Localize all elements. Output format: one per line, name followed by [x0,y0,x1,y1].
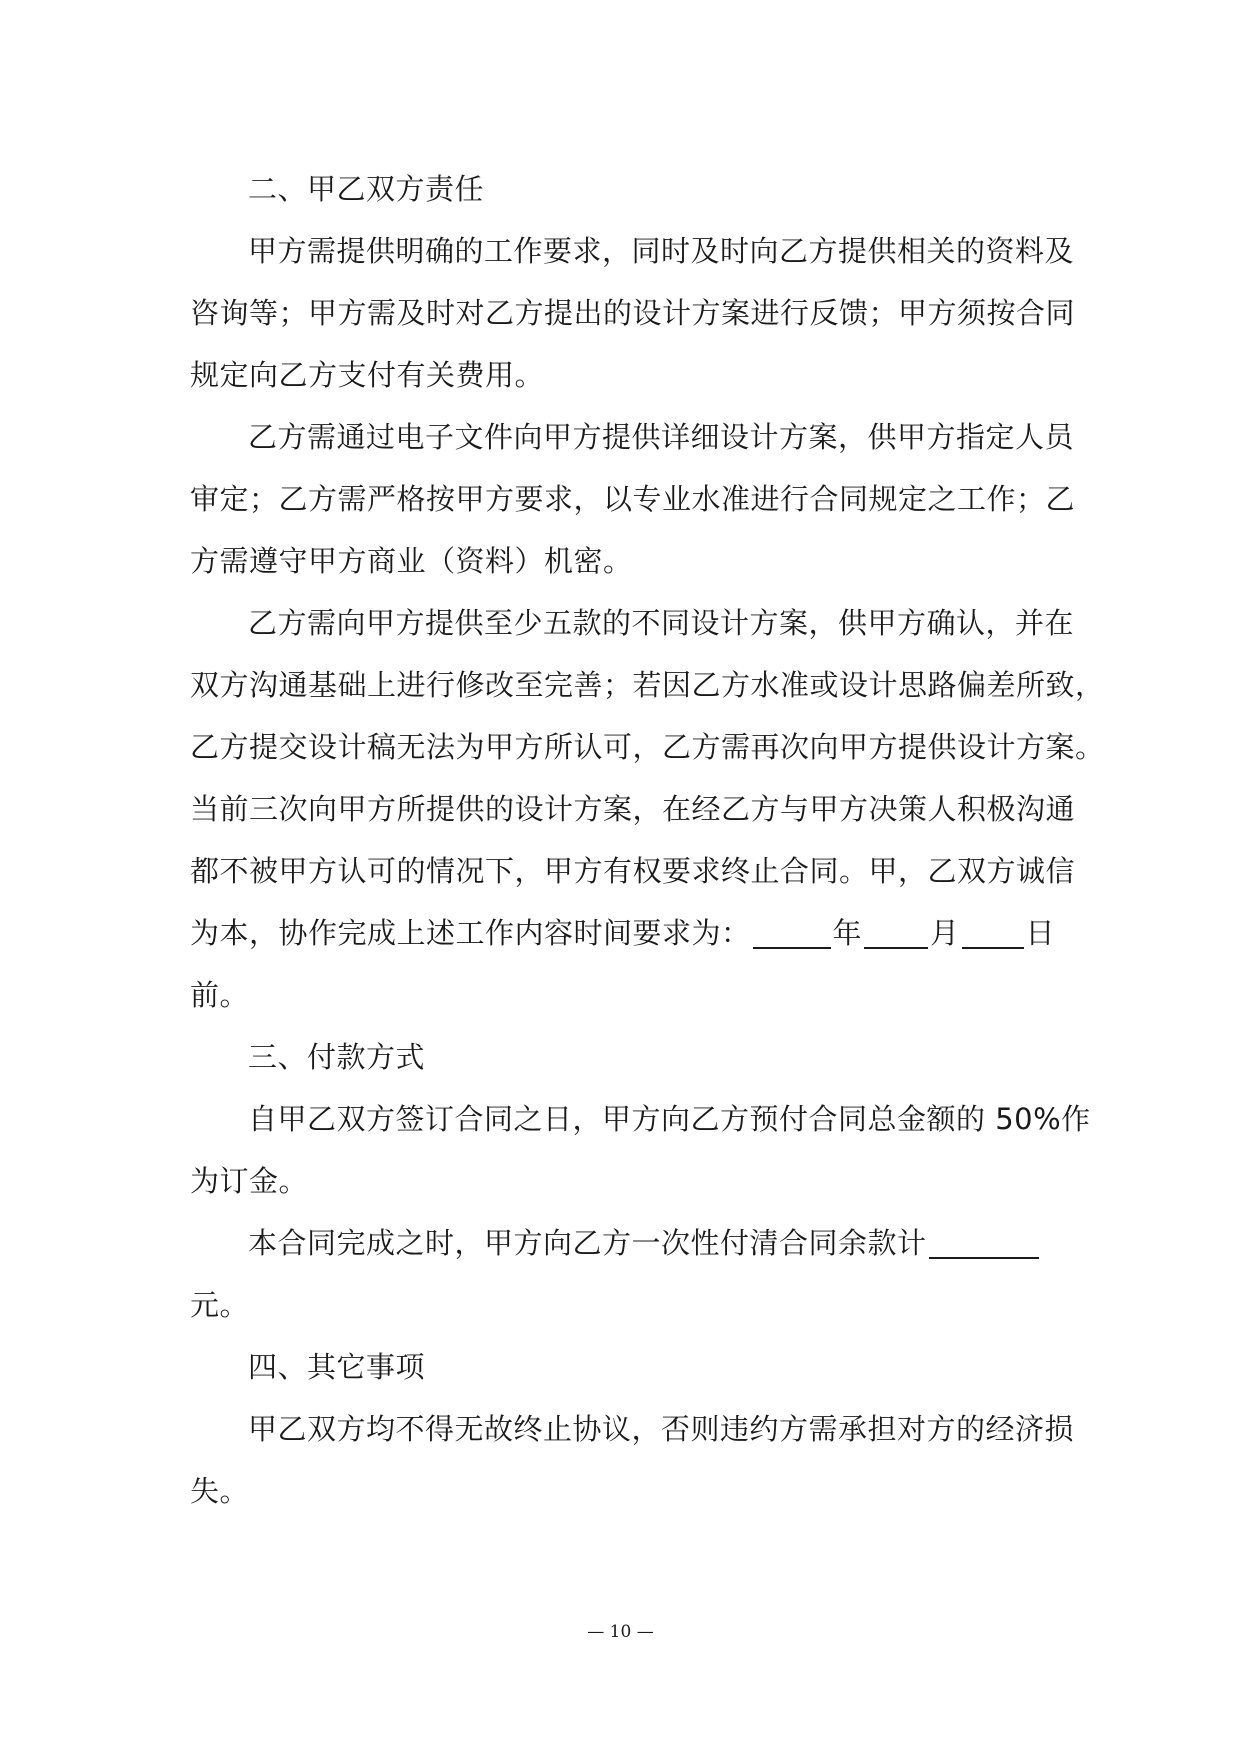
paragraph-line: 甲乙双方均不得无故终止协议，否则违约方需承担对方的经济损 [248,1412,1075,1446]
paragraph-line: 审定；乙方需严格按甲方要求，以专业水准进行合同规定之工作；乙 [190,482,1076,516]
paragraph-line: 甲方需提供明确的工作要求，同时及时向乙方提供相关的资料及 [248,234,1075,268]
amount-blank [929,1223,1039,1259]
day-blank [962,913,1024,949]
balance-label: 本合同完成之时，甲方向乙方一次性付清合同余款计 [248,1226,927,1260]
paragraph-line: 咨询等；甲方需及时对乙方提出的设计方案进行反馈；甲方须按合同 [190,296,1076,330]
paragraph-line: 为订金。 [190,1164,309,1198]
paragraph-line: 乙方提交设计稿无法为甲方所认可，乙方需再次向甲方提供设计方案。 [190,730,1105,764]
month-blank [864,913,928,949]
deadline-line [190,902,1070,964]
section-heading-responsibilities: 二、甲乙双方责任 [248,172,485,206]
year-label: 年 [832,916,863,950]
paragraph-line: 规定向乙方支付有关费用。 [190,358,545,392]
paragraph-line: 方需遵守甲方商业（资料）机密。 [190,544,633,578]
paragraph-line: 失。 [190,1474,250,1508]
section-heading-payment: 三、付款方式 [248,1040,426,1074]
balance-line [190,1212,1070,1274]
paragraph-line: 乙方需向甲方提供至少五款的不同设计方案，供甲方确认，并在 [248,606,1075,640]
month-label: 月 [930,916,960,950]
document-body [190,158,1105,1522]
year-blank [753,913,831,949]
paragraph-line: 自甲乙双方签订合同之日，甲方向乙方预付合同总金额的 50%作 [248,1102,1091,1136]
day-label: 日 [1025,916,1056,950]
paragraph-line: 乙方需通过电子文件向甲方提供详细设计方案，供甲方指定人员 [248,420,1075,454]
deadline-label: 为本，协作完成上述工作内容时间要求为： [190,916,751,950]
paragraph-line: 双方沟通基础上进行修改至完善；若因乙方水准或设计思路偏差所致， [190,668,1105,702]
paragraph-line: 元。 [190,1288,250,1322]
paragraph-line: 当前三次向甲方所提供的设计方案，在经乙方与甲方决策人积极沟通 [190,792,1076,826]
section-heading-other-matters: 四、其它事项 [248,1350,426,1384]
paragraph-line: 都不被甲方认可的情况下，甲方有权要求终止合同。甲，乙双方诚信 [190,854,1076,888]
paragraph-line: 前。 [190,978,250,1012]
page-number: — 10 — [587,1622,654,1642]
